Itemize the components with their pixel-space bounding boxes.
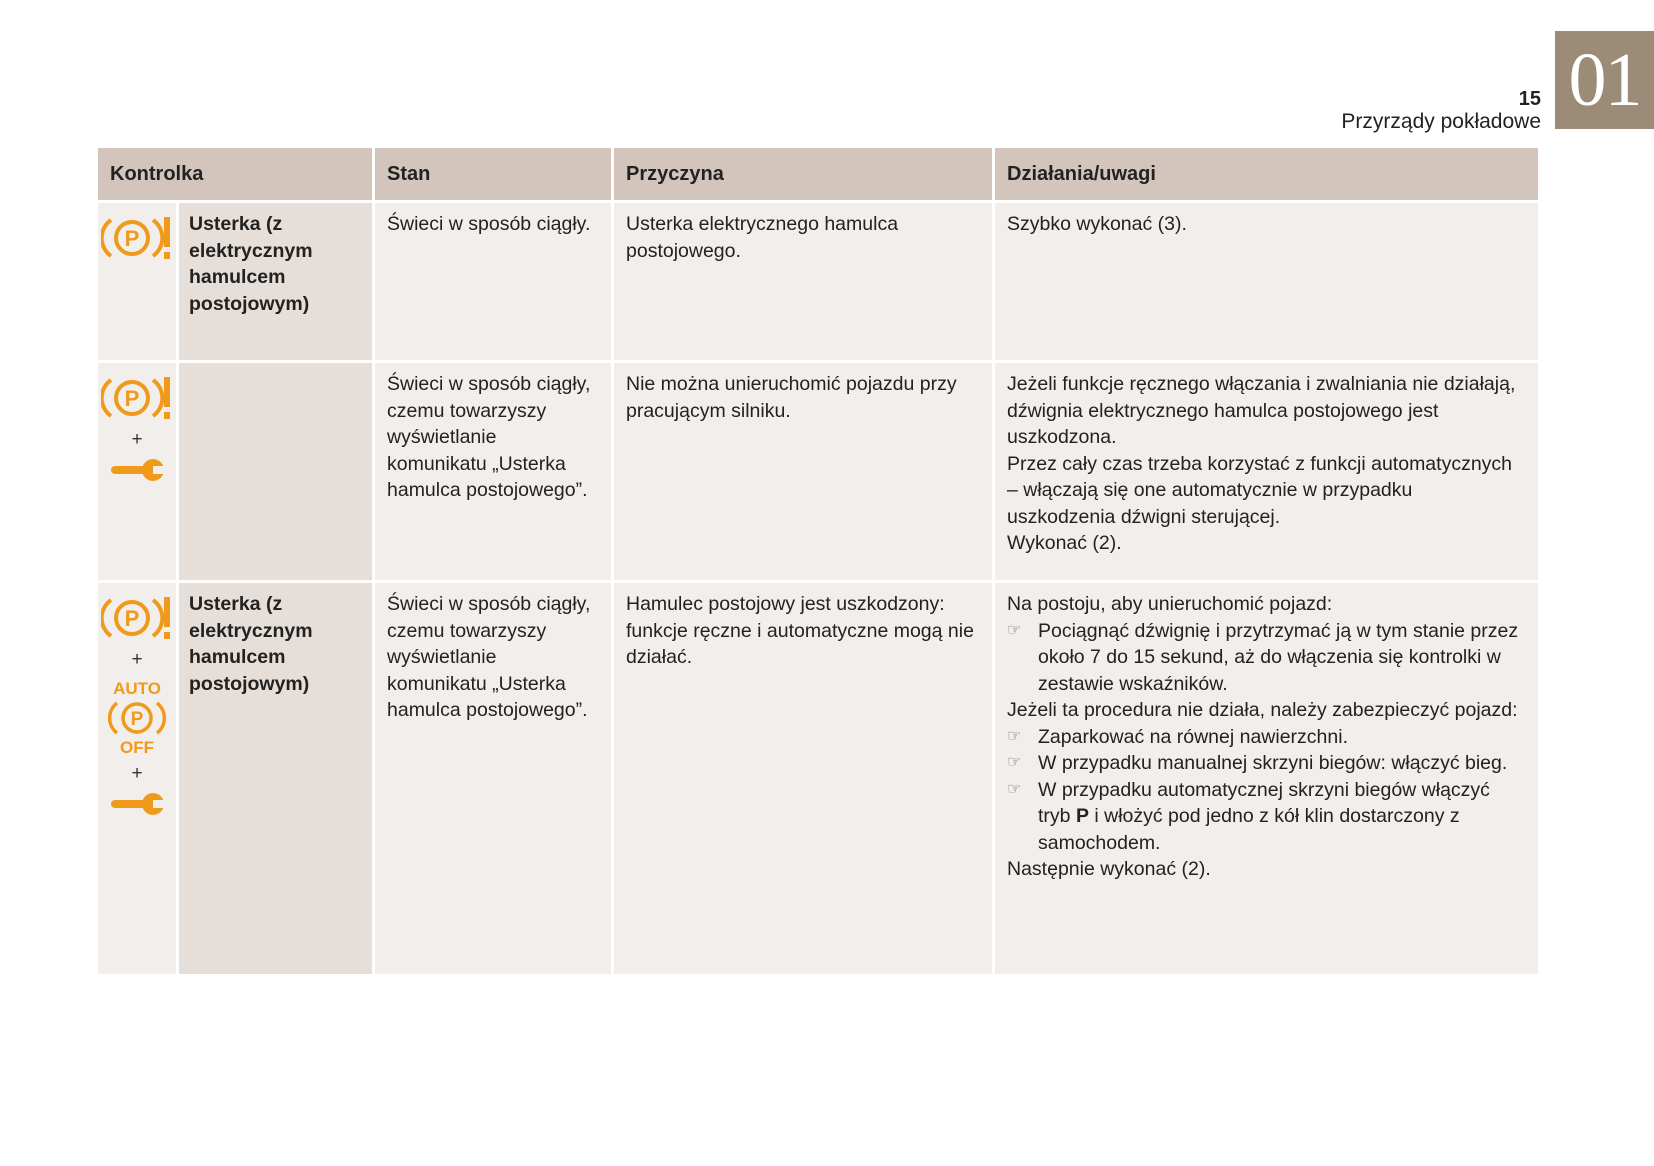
warning-name: Usterka (z elektrycznym hamulcem postojowym) <box>179 203 372 360</box>
list-item <box>1007 724 1526 751</box>
table-header-row <box>98 148 1538 200</box>
plus-sign: + <box>131 763 143 784</box>
icon-cell <box>98 203 176 360</box>
stan-cell: Świeci w sposób ciągły, czemu towarzyszy wyświetlanie komunikatu „Usterka hamulca postojowego”. <box>375 583 611 974</box>
parking-brake-fault-icon <box>101 373 173 423</box>
icon-p-letter: P <box>124 386 140 411</box>
plus-sign: + <box>131 649 143 670</box>
warning-name <box>179 363 372 580</box>
section-title: Przyrządy pokładowe <box>1341 110 1541 133</box>
list-item <box>1007 618 1526 698</box>
list-item-text: Pociągnąć dźwignię i przytrzymać ją w tym stanie przez około 7 do 15 sekund, aż do włączenia się kontrolki w zestawie wskaźników. <box>1038 619 1519 695</box>
wrench-icon <box>109 791 165 817</box>
page-number: 15 <box>1518 88 1541 110</box>
header-przyczyna: Przyczyna <box>614 148 992 200</box>
warning-lights-table <box>95 145 1541 977</box>
list-item-text: Zaparkować na równej nawierzchni. <box>1038 725 1348 748</box>
list-item <box>1007 777 1526 857</box>
dzialania-paragraph: Przez cały czas trzeba korzystać z funkcji automatycznych – włączają się one automatycznie w przypadku uszkodzenia dźwigni sterującej. <box>1007 452 1513 528</box>
przyczyna-cell: Nie można unieruchomić pojazdu przy pracującym silniku. <box>614 363 992 580</box>
icon-off-text: OFF <box>120 738 154 757</box>
icon-cell <box>98 363 176 580</box>
list-item <box>1007 750 1526 777</box>
pointing-hand-icon: ☞ <box>1007 621 1022 639</box>
pointing-hand-icon: ☞ <box>1007 727 1022 745</box>
warning-name: Usterka (z elektrycznym hamulcem postojowym) <box>179 583 372 974</box>
auto-parking-off-icon <box>107 677 167 757</box>
icon-auto-text: AUTO <box>113 679 161 698</box>
stan-cell: Świeci w sposób ciągły, czemu towarzyszy wyświetlanie komunikatu „Usterka hamulca postojowego”. <box>375 363 611 580</box>
plus-sign: + <box>131 429 143 450</box>
list-item-text: W przypadku automatycznej skrzyni biegów włączyć tryb P i włożyć pod jedno z kół klin dostarczony z samochodem. <box>1038 778 1490 854</box>
header-stan: Stan <box>375 148 611 200</box>
list-item-text: W przypadku manualnej skrzyni biegów: włączyć bieg. <box>1038 752 1508 774</box>
parking-brake-fault-icon <box>101 593 173 643</box>
header-dzialania: Działania/uwagi <box>995 148 1538 200</box>
icon-p-letter: P <box>130 709 144 730</box>
icon-cell <box>98 583 176 974</box>
dzialania-paragraph: Wykonać (2). <box>1007 532 1122 554</box>
icon-p-letter: P <box>124 226 140 251</box>
dzialania-intro: Na postoju, aby unieruchomić pojazd: <box>1007 593 1333 615</box>
table-row <box>98 583 1538 974</box>
dzialania-cell <box>995 363 1538 580</box>
chapter-tab: 01 <box>1555 31 1654 129</box>
dzialania-middle: Jeżeli ta procedura nie działa, należy zabezpieczyć pojazd: <box>1007 699 1518 721</box>
gear-mode-p: P <box>1075 805 1089 827</box>
dzialania-cell: Szybko wykonać (3). <box>995 203 1538 360</box>
stan-cell: Świeci w sposób ciągły. <box>375 203 611 360</box>
table-row <box>98 363 1538 580</box>
przyczyna-cell: Usterka elektrycznego hamulca postojowego. <box>614 203 992 360</box>
pointing-hand-icon: ☞ <box>1007 780 1022 798</box>
pointing-hand-icon: ☞ <box>1007 754 1022 771</box>
przyczyna-cell: Hamulec postojowy jest uszkodzony: funkcje ręczne i automatyczne mogą nie działać. <box>614 583 992 974</box>
table-row <box>98 203 1538 360</box>
dzialania-cell <box>995 583 1538 974</box>
dzialania-outro: Następnie wykonać (2). <box>1007 858 1211 880</box>
header-kontrolka: Kontrolka <box>98 148 372 200</box>
wrench-icon <box>109 457 165 483</box>
parking-brake-fault-icon <box>101 213 173 263</box>
dzialania-paragraph: Jeżeli funkcje ręcznego włączania i zwalniania nie działają, dźwignia elektrycznego hamulca postojowego jest uszkodzona. <box>1007 373 1516 448</box>
icon-p-letter: P <box>124 606 140 631</box>
